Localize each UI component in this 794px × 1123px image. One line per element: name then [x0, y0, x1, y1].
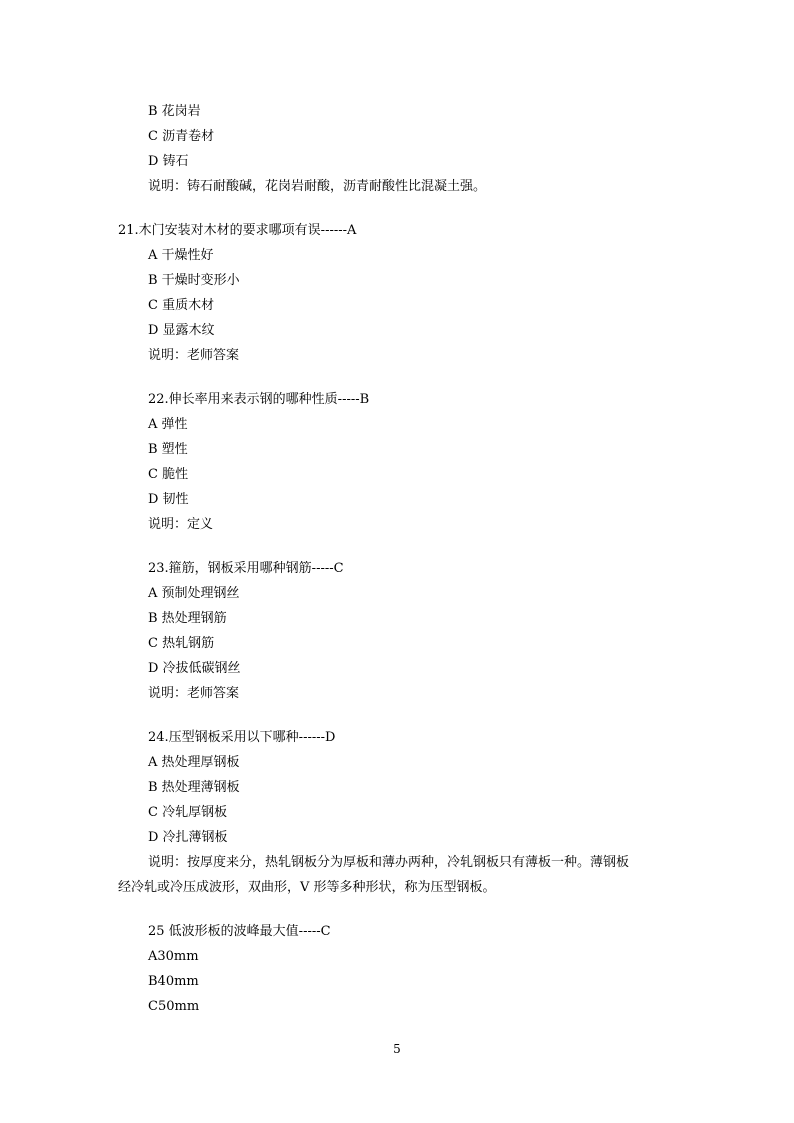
- option-c: C 沥青卷材: [148, 129, 215, 144]
- option-b: B 塑性: [148, 442, 188, 457]
- explanation-note-line1: 说明：按厚度来分，热轧钢板分为厚板和薄办两种，冷轧钢板只有薄板一种。薄钢板: [148, 855, 630, 870]
- question-title-25: 25 低波形板的波峰最大值-----C: [148, 924, 331, 939]
- option-d: D 冷拔低碳钢丝: [148, 661, 241, 676]
- option-d: D 显露木纹: [148, 323, 215, 338]
- question-title-22: 22.伸长率用来表示钢的哪种性质-----B: [148, 392, 370, 407]
- option-d: D 冷扎薄钢板: [148, 830, 228, 845]
- explanation-note-line2: 经冷轧或冷压成波形，双曲形，V 形等多种形状，称为压型钢板。: [118, 880, 496, 895]
- option-c: C 重质木材: [148, 298, 215, 313]
- question-title-21: 21.木门安装对木材的要求哪项有误------A: [118, 223, 357, 238]
- option-d: D 韧性: [148, 492, 189, 507]
- option-a: A 预制处理钢丝: [148, 586, 240, 601]
- option-c: C 冷轧厚钢板: [148, 805, 228, 820]
- option-b: B 热处理薄钢板: [148, 780, 240, 795]
- option-c: C 脆性: [148, 467, 189, 482]
- question-title-24: 24.压型钢板采用以下哪种------D: [148, 730, 336, 745]
- option-c: C 热轧钢筋: [148, 636, 215, 651]
- explanation-note: 说明：铸石耐酸碱，花岗岩耐酸，沥青耐酸性比混凝土强。: [148, 179, 487, 194]
- option-b: B40mm: [148, 974, 199, 989]
- page-number: 5: [393, 1042, 401, 1056]
- question-title-23: 23.箍筋，钢板采用哪种钢筋-----C: [148, 561, 344, 576]
- option-b: B 干燥时变形小: [148, 273, 240, 288]
- option-b: B 花岗岩: [148, 104, 201, 119]
- option-a: A 干燥性好: [148, 248, 214, 263]
- option-b: B 热处理钢筋: [148, 611, 227, 626]
- option-d: D 铸石: [148, 154, 189, 169]
- option-a: A 热处理厚钢板: [148, 755, 240, 770]
- explanation-note: 说明：老师答案: [148, 686, 240, 701]
- option-a: A 弹性: [148, 417, 188, 432]
- option-c: C50mm: [148, 999, 200, 1014]
- explanation-note: 说明：老师答案: [148, 348, 240, 363]
- explanation-note: 说明：定义: [148, 517, 214, 532]
- option-a: A30mm: [148, 949, 199, 964]
